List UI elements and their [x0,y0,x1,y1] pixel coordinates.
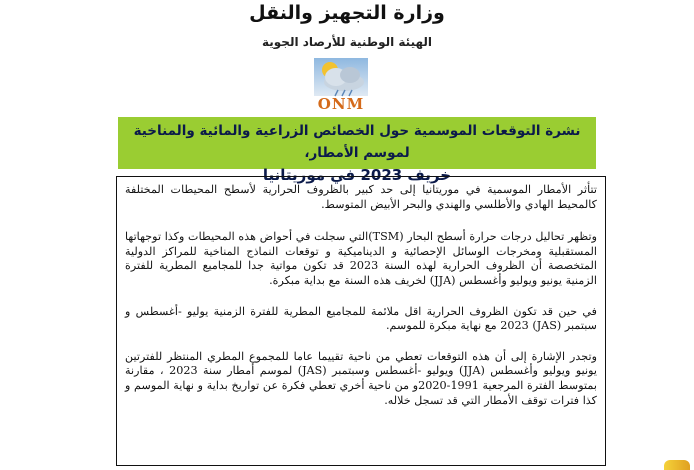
onm-logo [300,56,382,114]
title-line-1: نشرة التوقعات الموسمية حول الخصائص الزراعية والمائية والمناخية لموسم الأمطار، [133,123,581,161]
bulletin-body [116,176,606,466]
paragraph-jas-outlook: في حين قد تكون الظروف الحرارية اقل ملائمة للمجاميع المطرية للفترة الزمنية يوليو -أغسطس و سبتمبر (JAS) 2023 مع نهاية مبكرة للموسم. [125,304,597,333]
paragraph-ocean-influence: تتأثر الأمطار الموسمية في موريتانيا إلى حد كبير بالظروف الحرارية لأسطح المحيطات المختلفة كالمحيط الهادي والأطلسي والهندي والبحر الأبيض المتوسط. [125,183,597,211]
title-line-2: خريف 2023 في موريتانيا [262,166,452,184]
corner-decoration [664,460,690,470]
paragraph-tsm-analysis: وتظهر تحاليل درجات حرارة أسطح البحار (TSM)التي سجلت في أحواض هذه المحيطات وكذا توجهاتها المستقبلية ومخرجات الوسائل الإحصائية و الديناميكية و توقعات النماذج المناخية للمراكز الدولية المتخصصة أن الظروف الحرارية لهذه السنة 2023 قد تكون مواتية جدا للمجاميع المطرية للفترة الزمنية يونيو ويوليو وأغسطس (JJA) لخريف هذه السنة مع بداية مبكرة. [125,230,598,287]
paragraph-forecast-note: وتجدر الإشارة إلى أن هذه التوقعات تعطي من ناحية تقييما عاما للمجموع المطري المنتظر للفترتين يونيو ويوليو وأغسطس (JJA) ويوليو -أغسطس وسبتمبر (JAS) لموسم أمطار سنة 2023 ، مقارنة بمتوسط الفترة المرجعية 1991-2020و من ناحية أخري تعطي فكرة عن تواريخ بداية و نهاية الموسم و كذا فترات توقف الأمطار التي قد تسجل خلاله. [125,349,597,407]
ministry-title: وزارة التجهيز والنقل [249,2,445,24]
bulletin-title-banner [118,117,596,184]
agency-name: الهيئة الوطنية للأرصاد الجوية [261,35,433,49]
logo-text: ONM [317,95,365,113]
